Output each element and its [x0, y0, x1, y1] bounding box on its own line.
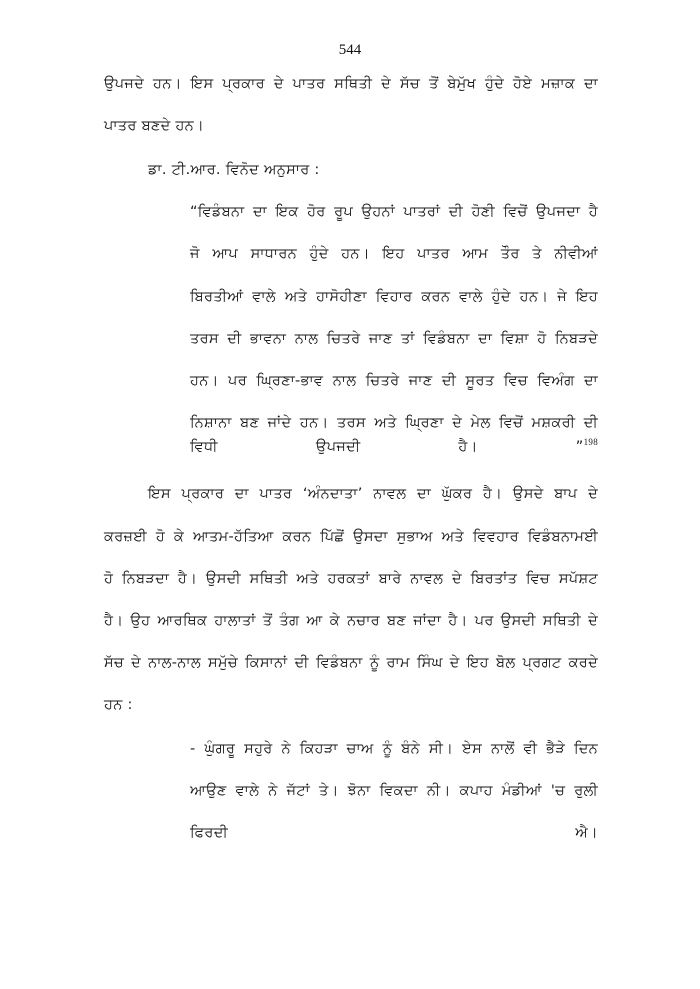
- quote-line: ਆਉਣ ਵਾਲੇ ਨੇ ਜੱਟਾਂ ਤੇ। ਝੋਨਾ ਵਿਕਦਾ ਨੀ। ਕਪਾਹ ਮੰਡੀਆਂ 'ਚ ਰੁਲੀ: [190, 783, 598, 799]
- paragraph-line: ਉਪਜਦੇ ਹਨ। ਇਸ ਪ੍ਰਕਾਰ ਦੇ ਪਾਤਰ ਸਥਿਤੀ ਦੇ ਸੱਚ ਤੋਂ ਬੇਮੁੱਖ ਹੁੰਦੇ ਹੋਏ ਮਜ਼ਾਕ ਦਾ: [104, 76, 598, 92]
- quote-line: ਨਿਸ਼ਾਨਾ ਬਣ ਜਾਂਦੇ ਹਨ। ਤਰਸ ਅਤੇ ਘ੍ਰਿਣਾ ਦੇ ਮੇਲ ਵਿਚੋਂ ਮਸ਼ਕਰੀ ਦੀ: [190, 415, 598, 431]
- quote-line: - ਘੁੰਗਰੂ ਸਹੁਰੇ ਨੇ ਕਿਹੜਾ ਚਾਅ ਨੂੰ ਬੰਨੇ ਸੀ। ਏਸ ਨਾਲੋਂ ਵੀ ਭੈੜੇ ਦਿਨ: [190, 741, 598, 757]
- paragraph-line: ਇਸ ਪ੍ਰਕਾਰ ਦਾ ਪਾਤਰ ‘ਅੰਨਦਾਤਾ’ ਨਾਵਲ ਦਾ ਘੁੱਕਰ ਹੈ। ਉਸਦੇ ਬਾਪ ਦੇ: [148, 486, 598, 502]
- footnote-reference: 198: [583, 437, 598, 448]
- quote-line: ਹਨ। ਪਰ ਘ੍ਰਿਣਾ-ਭਾਵ ਨਾਲ ਚਿਤਰੇ ਜਾਣ ਦੀ ਸੂਰਤ ਵਿਚ ਵਿਅੰਗ ਦਾ: [190, 373, 598, 389]
- paragraph-line: ਸੱਚ ਦੇ ਨਾਲ-ਨਾਲ ਸਮੁੱਚੇ ਕਿਸਾਨਾਂ ਦੀ ਵਿਡੰਬਨਾ ਨੂੰ ਰਾਮ ਸਿੰਘ ਦੇ ਇਹ ਬੋਲ ਪ੍ਰਗਟ ਕਰਦੇ: [104, 655, 598, 671]
- paragraph-line: ਹੋ ਨਿਬੜਦਾ ਹੈ। ਉਸਦੀ ਸਥਿਤੀ ਅਤੇ ਹਰਕਤਾਂ ਬਾਰੇ ਨਾਵਲ ਦੇ ਬਿਰਤਾਂਤ ਵਿਚ ਸਪੱਸ਼ਟ: [104, 571, 598, 587]
- quote-line: ਜੋ ਆਪ ਸਾਧਾਰਨ ਹੁੰਦੇ ਹਨ। ਇਹ ਪਾਤਰ ਆਮ ਤੌਰ ਤੇ ਨੀਵੀਆਂ: [190, 246, 598, 262]
- quote-line: ਤਰਸ ਦੀ ਭਾਵਨਾ ਨਾਲ ਚਿਤਰੇ ਜਾਣ ਤਾਂ ਵਿਡੰਬਨਾ ਦਾ ਵਿਸ਼ਾ ਹੋ ਨਿਬੜਦੇ: [190, 331, 598, 347]
- quote-line: ਬਿਰਤੀਆਂ ਵਾਲੇ ਅਤੇ ਹਾਸੋਹੀਣਾ ਵਿਹਾਰ ਕਰਨ ਵਾਲੇ ਹੁੰਦੇ ਹਨ। ਜੇ ਇਹ: [190, 289, 598, 305]
- paragraph-line: ਪਾਤਰ ਬਣਦੇ ਹਨ।: [104, 118, 205, 134]
- citation-intro: ਡਾ. ਟੀ.ਆਰ. ਵਿਨੋਦ ਅਨੁਸਾਰ :: [148, 162, 320, 178]
- page-number: 544: [338, 42, 362, 58]
- quote-line-text: ਵਿਧੀ ਉਪਜਦੀ ਹੈ। ”: [190, 439, 584, 455]
- quote-line: ਫਿਰਦੀ ਐ।: [190, 825, 598, 841]
- quote-line: “ਵਿਡੰਬਨਾ ਦਾ ਇਕ ਹੋਰ ਰੂਪ ਉਹਨਾਂ ਪਾਤਰਾਂ ਦੀ ਹੋਣੀ ਵਿਚੋਂ ਉਪਜਦਾ ਹੈ: [190, 204, 598, 220]
- paragraph-line: ਹੈ। ਉਹ ਆਰਥਿਕ ਹਾਲਾਤਾਂ ਤੋਂ ਤੰਗ ਆ ਕੇ ਨਚਾਰ ਬਣ ਜਾਂਦਾ ਹੈ। ਪਰ ਉਸਦੀ ਸਥਿਤੀ ਦੇ: [104, 613, 598, 629]
- paragraph-line: ਕਰਜ਼ਈ ਹੋ ਕੇ ਆਤਮ-ਹੱਤਿਆ ਕਰਨ ਪਿੱਛੋਂ ਉਸਦਾ ਸੁਭਾਅ ਅਤੇ ਵਿਵਹਾਰ ਵਿਡੰਬਨਾਮਈ: [104, 529, 598, 545]
- quote-line-last: [190, 437, 598, 457]
- paragraph-line: ਹਨ :: [104, 697, 133, 713]
